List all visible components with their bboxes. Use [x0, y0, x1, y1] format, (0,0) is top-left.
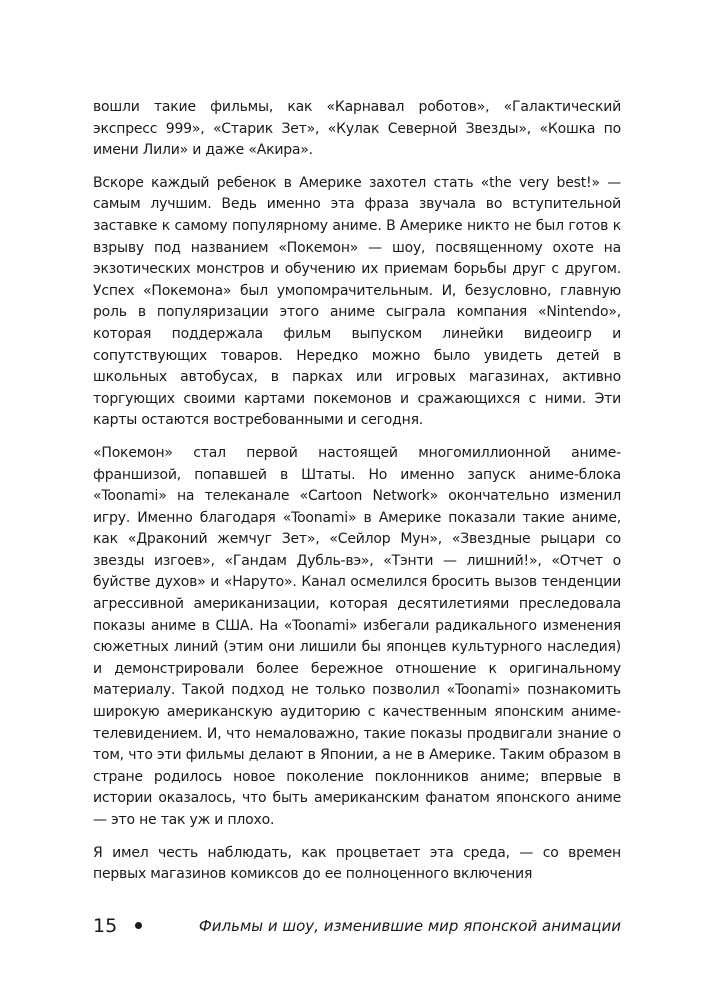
running-title: Фильмы и шоу, изменившие мир японской анимации [198, 917, 621, 935]
paragraph: вошли такие фильмы, как «Карнавал роботов», «Галактический экспресс 999», «Старик Зет», «Кулак Северной Звезды», «Кошка по имени Лили» и даже «Акира». [93, 99, 621, 159]
page-number: 15 [93, 915, 118, 937]
bullet-dot-icon [135, 922, 142, 929]
page-footer [93, 911, 621, 941]
page-body-text [93, 97, 621, 897]
paragraph: Вскоре каждый ребенок в Америке захотел стать «the very best!» — самым лучшим. Ведь именно эта фраза звучала во вступительной заставке к самому популярному аниме. В Америке никто не был готов к взрыву под названием «Покемон» — шоу, посвященному охоте на экзотических монстров и обучению их приемам борьбы друг с другом. Успех «Покемона» был умопомрачительным. И, безусловно, главную роль в популяризации этого аниме сыграла компания «Nintendo», которая поддержала фильм выпуском линейки видеоигр и сопутствующих товаров. Нередко можно было увидеть детей в школьных автобусах, в парках или игровых магазинах, активно торгующих своими картами покемонов и сражающихся с ними. Эти карты остаются востребованными и сегодня. [93, 174, 621, 429]
paragraph: Я имел честь наблюдать, как процветает эта среда, — со времен первых магазинов комиксов до ее полноценного включения [93, 844, 621, 883]
paragraph: «Покемон» стал первой настоящей многомиллионной аниме-франшизой, попавшей в Штаты. Но именно запуск аниме-блока «Toonami» на телеканале «Cartoon Network» окончательно изменил игру. Именно благодаря «Toonami» в Америке показали такие аниме, как «Драконий жемчуг Зет», «Сейлор Мун», «Звездные рыцари со звезды изгоев», «Гандам Дубль-вэ», «Тэнти — лишний!», «Отчет о буйстве духов» и «Наруто». Канал осмелился бросить вызов тенденции агрессивной американизации, которая десятилетиями преследовала показы аниме в США. На «Toonami» избегали радикального изменения сюжетных линий (этим они лишили бы японцев культурного наследия) и демонстрировали более бережное отношение к оригинальному материалу. Такой подход не только позволил «Toonami» познакомить широкую американскую аудиторию с качественным японским аниме-телевидением. И, что немаловажно, такие показы продвигали знание о том, что эти фильмы делают в Японии, а не в Америке. Таким образом в стране родилось новое поколение поклонников аниме; впервые в истории оказалось, что быть американским фанатом японского аниме — это не так уж и плохо. [93, 444, 621, 828]
